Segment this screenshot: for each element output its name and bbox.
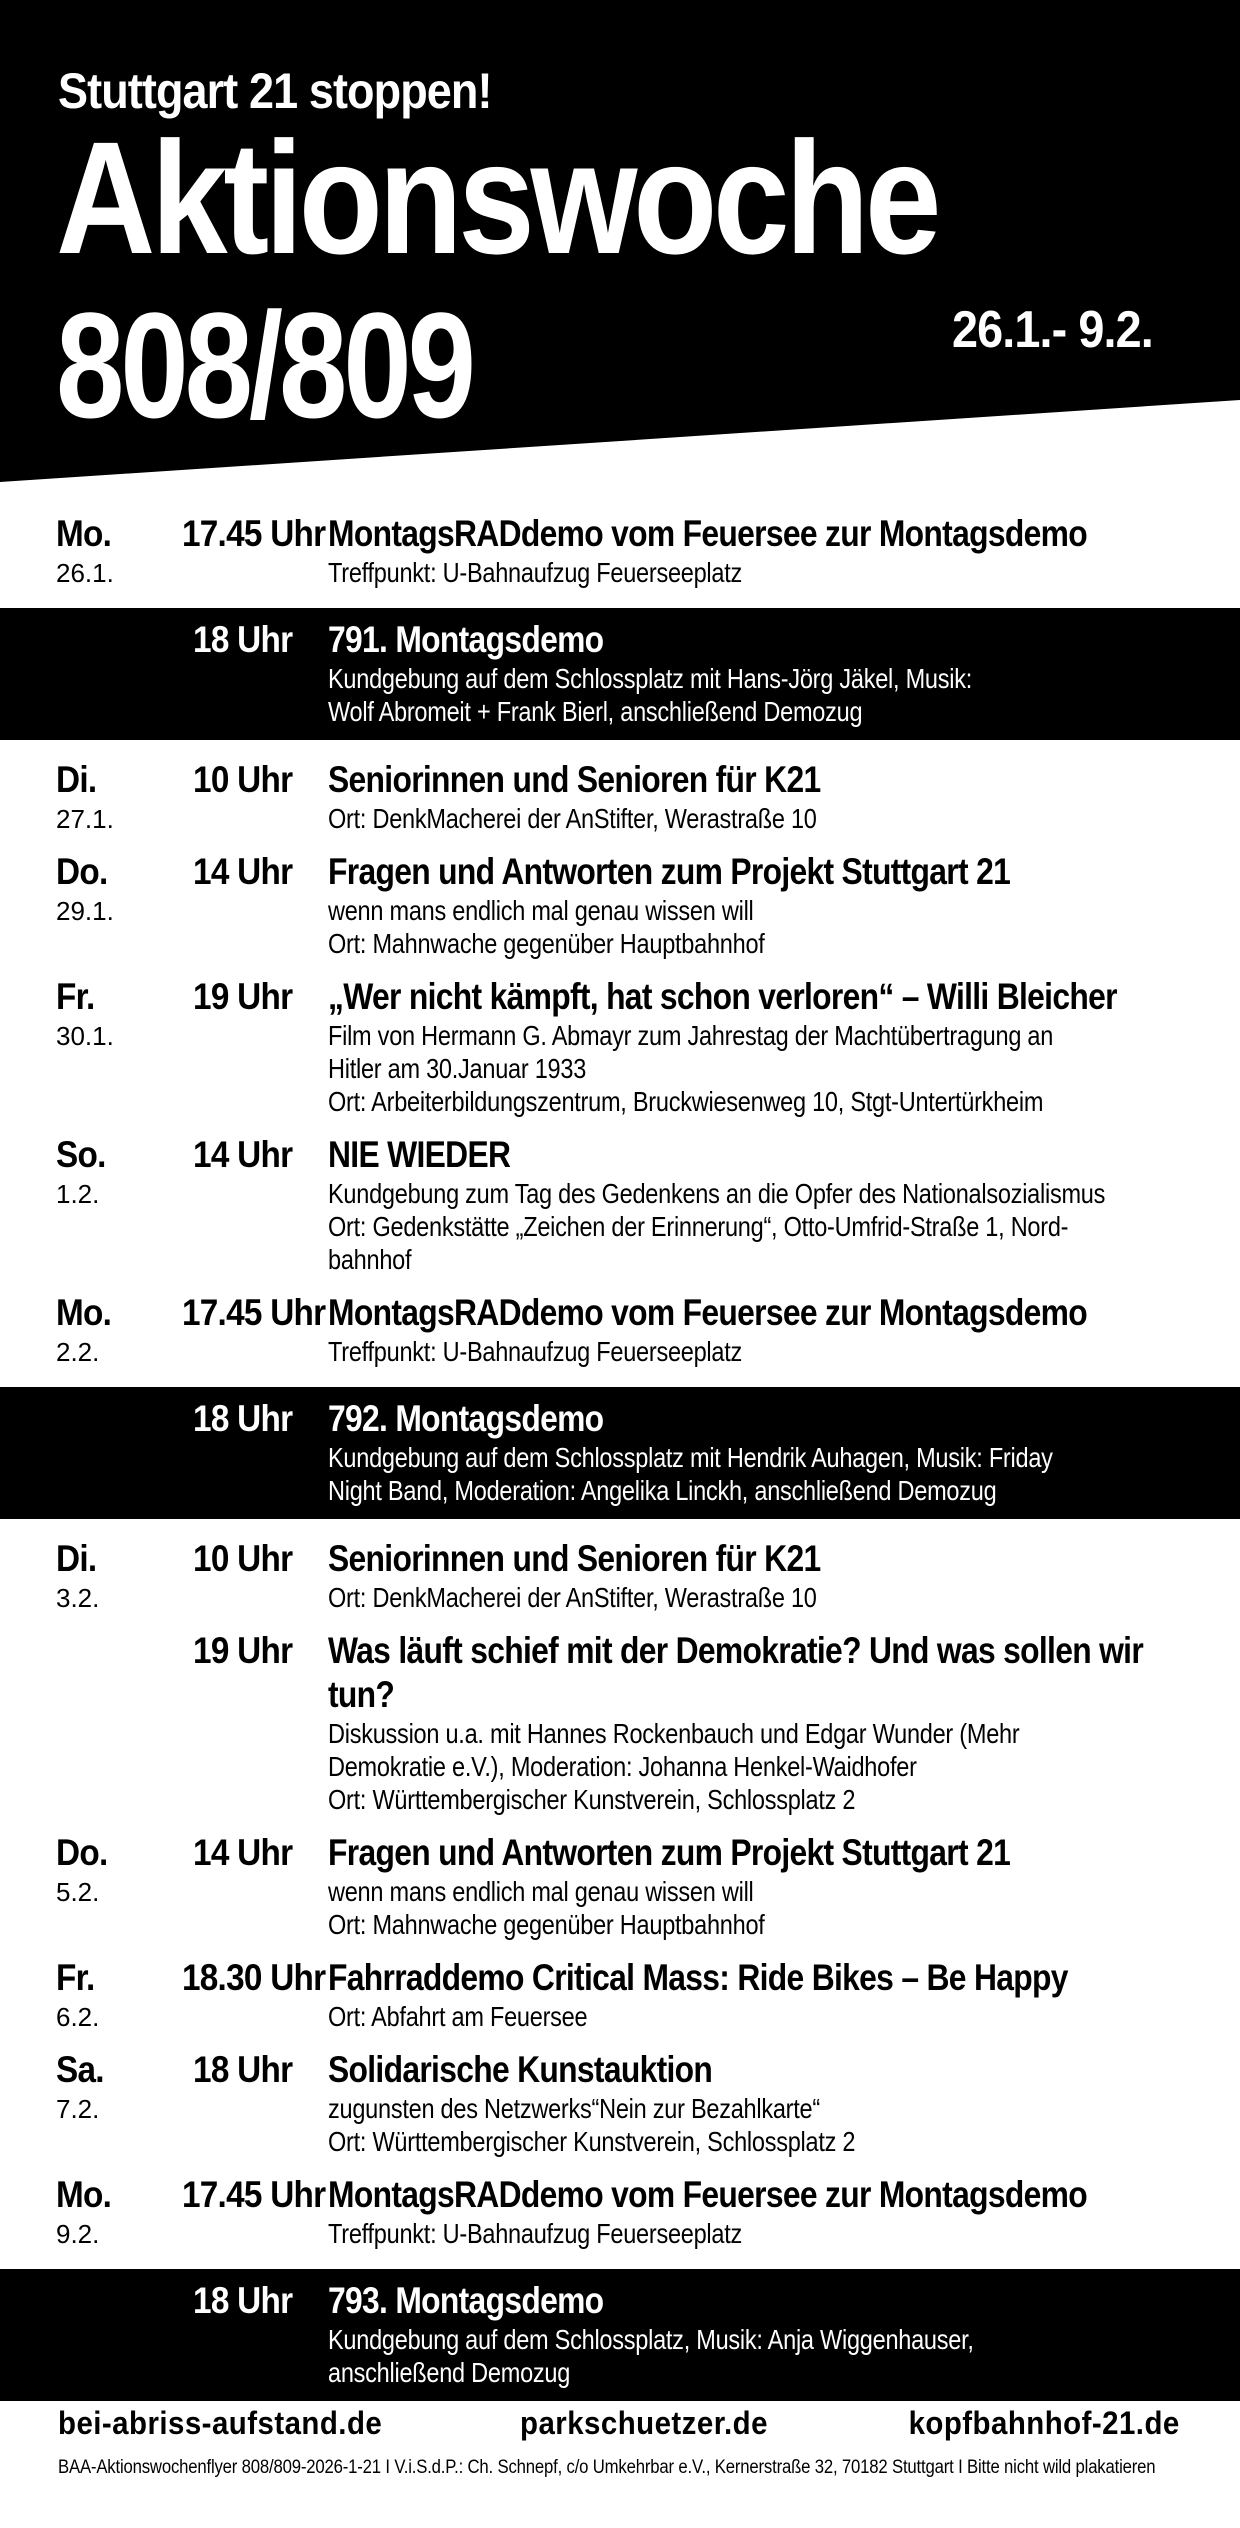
header-title: Aktionswoche <box>56 108 938 287</box>
program-entry <box>0 2165 1240 2257</box>
day-column <box>0 1537 166 1614</box>
day-column <box>0 618 166 728</box>
date-label: 2.2. <box>56 1337 100 1367</box>
day-column <box>0 1956 166 2033</box>
date-label: 9.2. <box>56 2219 100 2249</box>
event-details <box>328 1397 1208 1507</box>
event-detail-line: Ort: DenkMacherei der AnStifter, Werastraße 10 <box>328 803 817 834</box>
event-title: „Wer nicht kämpft, hat schon verloren“ – Willi Bleicher <box>328 976 1117 1017</box>
event-details <box>328 1629 1208 1816</box>
event-detail-line: wenn mans endlich mal genau wissen will <box>328 895 754 926</box>
date-label: 29.1. <box>56 896 114 926</box>
event-detail-line: Ort: Mahnwache gegenüber Hauptbahnhof <box>328 1909 765 1940</box>
event-detail-line: Wolf Abromeit + Frank Bierl, anschließend Demozug <box>328 696 863 727</box>
weekday-label: Fr. <box>56 1957 95 1998</box>
event-detail-line: Treffpunkt: U-Bahnaufzug Feuerseeplatz <box>328 557 743 588</box>
weekday-label: So. <box>56 1134 106 1175</box>
footer <box>0 2405 1240 2478</box>
program-entry <box>0 1529 1240 1621</box>
date-label: 6.2. <box>56 2002 100 2032</box>
event-title: 792. Montagsdemo <box>328 1398 604 1439</box>
day-column <box>0 975 166 1118</box>
event-detail-line: wenn mans endlich mal genau wissen will <box>328 1876 754 1907</box>
event-details <box>328 618 1208 728</box>
event-detail-line: anschließend Demozug <box>328 2357 571 2388</box>
header-banner <box>0 0 1240 490</box>
time-label: 14 Uhr <box>192 851 292 892</box>
program-entry <box>0 967 1240 1125</box>
event-detail-line: Kundgebung auf dem Schlossplatz mit Hans-Jörg Jäkel, Musik: <box>328 663 973 694</box>
program-entry-highlight <box>0 1387 1240 1519</box>
day-column <box>0 1831 166 1941</box>
event-title: Fragen und Antworten zum Projekt Stuttgart 21 <box>328 851 1011 892</box>
event-details <box>328 512 1208 589</box>
event-detail-line: Ort: Arbeiterbildungszentrum, Bruckwiesenweg 10, Stgt-Untertürkheim <box>328 1086 1044 1117</box>
event-details <box>328 1956 1208 2033</box>
event-title: Was läuft schief mit der Demokratie? Und was sollen wir tun? <box>328 1630 1144 1715</box>
event-title: Fahrraddemo Critical Mass: Ride Bikes – Be Happy <box>328 1957 1068 1998</box>
day-column <box>0 1629 166 1816</box>
event-detail-line: bahnhof <box>328 1244 412 1275</box>
event-detail-line: Film von Hermann G. Abmayr zum Jahrestag der Machtübertragung an <box>328 1020 1054 1051</box>
program-entry <box>0 1823 1240 1948</box>
event-detail-line: zugunsten des Netzwerks“Nein zur Bezahlkarte“ <box>328 2093 820 2124</box>
imprint: BAA-Aktionswochenflyer 808/809-2026-1-21 I V.i.S.d.P.: Ch. Schnepf, c/o Umkehrbar e.V., Kernerstraße 32, 70182 Stuttgart I Bitte nicht wild plakatieren <box>58 2457 1156 2478</box>
program-entry <box>0 1621 1240 1823</box>
time-label: 17.45 Uhr <box>181 2174 326 2215</box>
event-title: Seniorinnen und Senioren für K21 <box>328 759 821 800</box>
program-entry <box>0 2040 1240 2165</box>
time-label: 18.30 Uhr <box>181 1957 326 1998</box>
time-label: 14 Uhr <box>192 1832 292 1873</box>
event-details <box>328 758 1208 835</box>
program-entry <box>0 1948 1240 2040</box>
header-week-number: 808/809 <box>56 281 472 449</box>
day-column <box>0 2048 166 2158</box>
event-details <box>328 2279 1208 2389</box>
program-list <box>0 504 1240 2411</box>
time-label: 10 Uhr <box>192 759 292 800</box>
day-column <box>0 1133 166 1276</box>
date-label: 3.2. <box>56 1583 100 1613</box>
day-column <box>0 758 166 835</box>
event-title: Fragen und Antworten zum Projekt Stuttgart 21 <box>328 1832 1011 1873</box>
program-entry <box>0 1125 1240 1283</box>
weekday-label: Fr. <box>56 976 95 1017</box>
weekday-label: Mo. <box>56 1292 112 1333</box>
program-entry <box>0 750 1240 842</box>
link-kopfbahnhof-21[interactable]: kopfbahnhof-21.de <box>908 2405 1180 2441</box>
time-label: 18 Uhr <box>192 619 292 660</box>
time-label: 19 Uhr <box>192 1630 292 1671</box>
event-details <box>328 975 1208 1118</box>
event-details <box>328 1537 1208 1614</box>
program-entry <box>0 842 1240 967</box>
day-column <box>0 1291 166 1368</box>
weekday-label: Do. <box>56 851 108 892</box>
event-details <box>328 2048 1208 2158</box>
time-label: 17.45 Uhr <box>181 513 326 554</box>
event-details <box>328 1291 1208 1368</box>
time-label: 18 Uhr <box>192 2049 292 2090</box>
event-details <box>328 1133 1208 1276</box>
program-entry <box>0 504 1240 596</box>
event-detail-line: Demokratie e.V.), Moderation: Johanna Henkel-Waidhofer <box>328 1751 917 1782</box>
event-title: Seniorinnen und Senioren für K21 <box>328 1538 821 1579</box>
date-label: 30.1. <box>56 1021 114 1051</box>
day-column <box>0 850 166 960</box>
header-date-range: 26.1.- 9.2. <box>952 301 1153 359</box>
event-detail-line: Kundgebung auf dem Schlossplatz, Musik: Anja Wiggenhauser, <box>328 2324 974 2355</box>
link-parkschuetzer[interactable]: parkschuetzer.de <box>520 2405 768 2441</box>
weekday-label: Mo. <box>56 513 112 554</box>
time-label: 14 Uhr <box>192 1134 292 1175</box>
event-title: MontagsRADdemo vom Feuersee zur Montagsdemo <box>328 513 1087 554</box>
event-title: Solidarische Kunstauktion <box>328 2049 713 2090</box>
event-title: MontagsRADdemo vom Feuersee zur Montagsdemo <box>328 1292 1087 1333</box>
event-title: NIE WIEDER <box>328 1134 511 1175</box>
event-detail-line: Night Band, Moderation: Angelika Linckh, anschließend Demozug <box>328 1475 997 1506</box>
time-label: 10 Uhr <box>192 1538 292 1579</box>
event-detail-line: Ort: Gedenkstätte „Zeichen der Erinnerung“, Otto-Umfrid-Straße 1, Nord- <box>328 1211 1069 1242</box>
link-bei-abriss-aufstand[interactable]: bei-abriss-aufstand.de <box>58 2405 383 2441</box>
footer-links <box>0 2405 1240 2449</box>
event-details <box>328 1831 1208 1941</box>
header-kicker: Stuttgart 21 stoppen! <box>58 63 492 119</box>
event-detail-line: Ort: Abfahrt am Feuersee <box>328 2001 588 2032</box>
event-title: 793. Montagsdemo <box>328 2280 604 2321</box>
event-detail-line: Treffpunkt: U-Bahnaufzug Feuerseeplatz <box>328 2218 743 2249</box>
event-details <box>328 850 1208 960</box>
weekday-label: Di. <box>56 1538 97 1579</box>
event-detail-line: Treffpunkt: U-Bahnaufzug Feuerseeplatz <box>328 1336 743 1367</box>
event-detail-line: Ort: Mahnwache gegenüber Hauptbahnhof <box>328 928 765 959</box>
event-detail-line: Diskussion u.a. mit Hannes Rockenbauch und Edgar Wunder (Mehr <box>328 1718 1020 1749</box>
event-detail-line: Ort: Württembergischer Kunstverein, Schlossplatz 2 <box>328 2126 856 2157</box>
weekday-label: Sa. <box>56 2049 104 2090</box>
event-title: 791. Montagsdemo <box>328 619 604 660</box>
date-label: 26.1. <box>56 558 114 588</box>
event-detail-line: Kundgebung auf dem Schlossplatz mit Hendrik Auhagen, Musik: Friday <box>328 1442 1053 1473</box>
program-entry-highlight <box>0 2269 1240 2401</box>
event-detail-line: Kundgebung zum Tag des Gedenkens an die Opfer des Nationalsozialismus <box>328 1178 1106 1209</box>
program-entry <box>0 1283 1240 1375</box>
weekday-label: Mo. <box>56 2174 112 2215</box>
event-details <box>328 2173 1208 2250</box>
weekday-label: Do. <box>56 1832 108 1873</box>
date-label: 5.2. <box>56 1877 100 1907</box>
time-label: 19 Uhr <box>192 976 292 1017</box>
day-column <box>0 512 166 589</box>
time-label: 18 Uhr <box>192 1398 292 1439</box>
event-detail-line: Ort: DenkMacherei der AnStifter, Werastraße 10 <box>328 1582 817 1613</box>
time-label: 18 Uhr <box>192 2280 292 2321</box>
event-detail-line: Ort: Württembergischer Kunstverein, Schlossplatz 2 <box>328 1784 856 1815</box>
day-column <box>0 2173 166 2250</box>
program-entry-highlight <box>0 608 1240 740</box>
event-title: MontagsRADdemo vom Feuersee zur Montagsdemo <box>328 2174 1087 2215</box>
date-label: 7.2. <box>56 2094 100 2124</box>
time-label: 17.45 Uhr <box>181 1292 326 1333</box>
weekday-label: Di. <box>56 759 97 800</box>
day-column <box>0 1397 166 1507</box>
day-column <box>0 2279 166 2389</box>
event-detail-line: Hitler am 30.Januar 1933 <box>328 1053 587 1084</box>
date-label: 1.2. <box>56 1179 100 1209</box>
date-label: 27.1. <box>56 804 114 834</box>
